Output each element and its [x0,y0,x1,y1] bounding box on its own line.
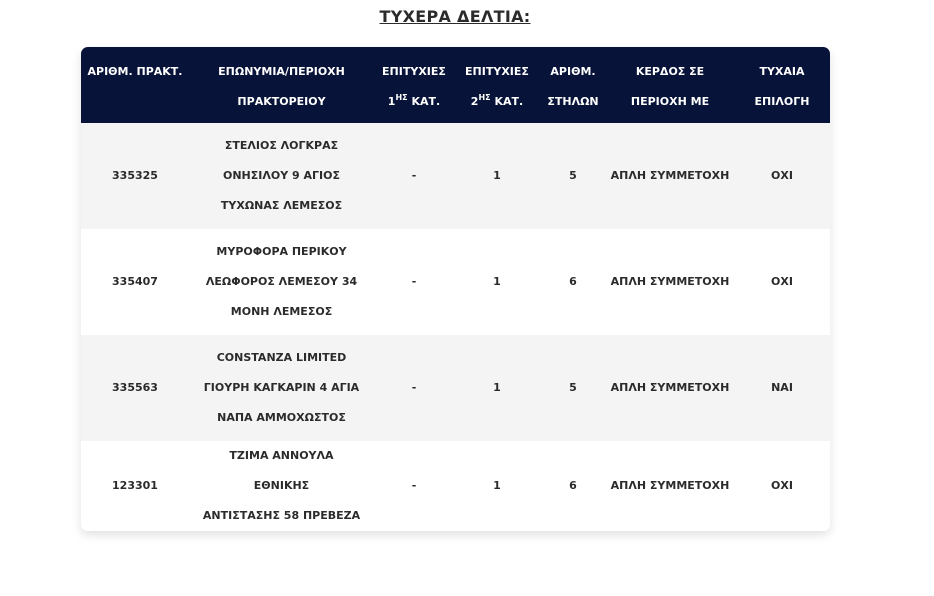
cell-agent-name [189,335,374,441]
header-gain-line2: ΠΕΡΙΟΧΗ ΜΕ [630,95,710,108]
cell-columns: 5 [569,381,577,394]
agent-name-line: ΑΝΤΙΣΤΑΣΗΣ 58 ΠΡΕΒΕΖΑ [202,509,361,522]
table-row [81,441,830,531]
header-wins1-line1: ΕΠΙΤΥΧΙΕΣ [382,65,446,78]
header-columns-line2: ΣΤΗΛΩΝ [547,95,599,108]
header-random-line2: ΕΠΙΛΟΓΗ [754,95,810,108]
header-columns-line1: ΑΡΙΘΜ. [550,65,596,78]
cell-agent-no: 335325 [112,169,158,182]
cell-agent-name [189,441,374,531]
cell-second-category-wins: 1 [493,169,501,182]
header-columns [540,47,606,123]
page-title: ΤΥΧΕΡΑ ΔΕΛΤΙΑ: [379,7,531,26]
header-agent-name-line1: ΕΠΩΝΥΜΙΑ/ΠΕΡΙΟΧΗ [218,65,345,78]
agent-name-line: ΟΝΗΣΙΛΟΥ 9 ΑΓΙΟΣ [223,169,340,182]
header-agent-name [189,47,374,123]
cell-agent-no: 335407 [112,275,158,288]
cell-agent-no: 335563 [112,381,158,394]
cell-gain: ΑΠΛΗ ΣΥΜΜΕΤΟΧΗ [610,479,730,492]
agent-name-line: CONSTANZA LIMITED [216,351,347,364]
cell-agent-name [189,229,374,335]
cell-random-pick: ΟΧΙ [771,275,793,288]
cell-agent-no: 123301 [112,479,158,492]
header-second-category-wins [454,47,540,123]
header-wins2-num: 2 [470,95,479,108]
cell-random-pick: ΟΧΙ [771,169,793,182]
agent-name-line: ΣΤΕΛΙΟΣ ΛΟΓΚΡΑΣ [224,139,339,152]
agent-name-line: ΓΙΟΥΡΗ ΚΑΓΚΑΡΙΝ 4 ΑΓΙΑ [203,381,360,394]
winning-tickets-table-card [81,47,830,531]
header-wins1-kat: ΚΑΤ. [411,95,441,108]
cell-random-pick: ΝΑΙ [771,381,793,394]
cell-columns: 5 [569,169,577,182]
table-row [81,123,830,229]
cell-second-category-wins: 1 [493,381,501,394]
cell-gain: ΑΠΛΗ ΣΥΜΜΕΤΟΧΗ [610,381,730,394]
cell-columns: 6 [569,275,577,288]
header-wins2-kat: ΚΑΤ. [494,95,524,108]
cell-first-category-wins: - [411,169,417,182]
cell-first-category-wins: - [411,275,417,288]
table-header-row [81,47,830,123]
agent-name-line: ΛΕΩΦΟΡΟΣ ΛΕΜΕΣΟΥ 34 [205,275,358,288]
table-row [81,335,830,441]
winning-tickets-table [81,47,830,531]
header-agent-no-label: ΑΡΙΘΜ. ΠΡΑΚΤ. [87,65,183,78]
agent-name-line: ΜΥΡΟΦΟΡΑ ΠΕΡΙΚΟΥ [216,245,347,258]
header-agent-name-line2: ΠΡΑΚΤΟΡΕΙΟΥ [237,95,326,108]
header-agent-no [81,47,189,123]
header-random-line1: ΤΥΧΑΙΑ [759,65,805,78]
header-wins1-num: 1 [387,95,396,108]
agent-name-line: ΤΥΧΩΝΑΣ ΛΕΜΕΣΟΣ [220,199,343,212]
agent-name-line: ΤΖΙΜΑ ΑΝΝΟΥΛΑ ΕΘΝΙΚΗΣ [229,449,334,492]
cell-second-category-wins: 1 [493,275,501,288]
agent-name-line: ΝΑΠΑ ΑΜΜΟΧΩΣΤΟΣ [217,411,346,424]
header-gain [606,47,734,123]
header-random-pick [734,47,830,123]
header-wins2-line1: ΕΠΙΤΥΧΙΕΣ [465,65,529,78]
cell-first-category-wins: - [411,479,417,492]
cell-columns: 6 [569,479,577,492]
cell-second-category-wins: 1 [493,479,501,492]
header-wins2-sup: ΗΣ [478,93,491,102]
cell-first-category-wins: - [411,381,417,394]
header-wins1-sup: ΗΣ [395,93,408,102]
agent-name-line: ΜΟΝΗ ΛΕΜΕΣΟΣ [230,305,333,318]
table-row [81,229,830,335]
header-gain-line1: ΚΕΡΔΟΣ ΣΕ [635,65,705,78]
cell-random-pick: ΟΧΙ [771,479,793,492]
header-first-category-wins [374,47,454,123]
cell-gain: ΑΠΛΗ ΣΥΜΜΕΤΟΧΗ [610,275,730,288]
cell-gain: ΑΠΛΗ ΣΥΜΜΕΤΟΧΗ [610,169,730,182]
cell-agent-name [189,123,374,229]
